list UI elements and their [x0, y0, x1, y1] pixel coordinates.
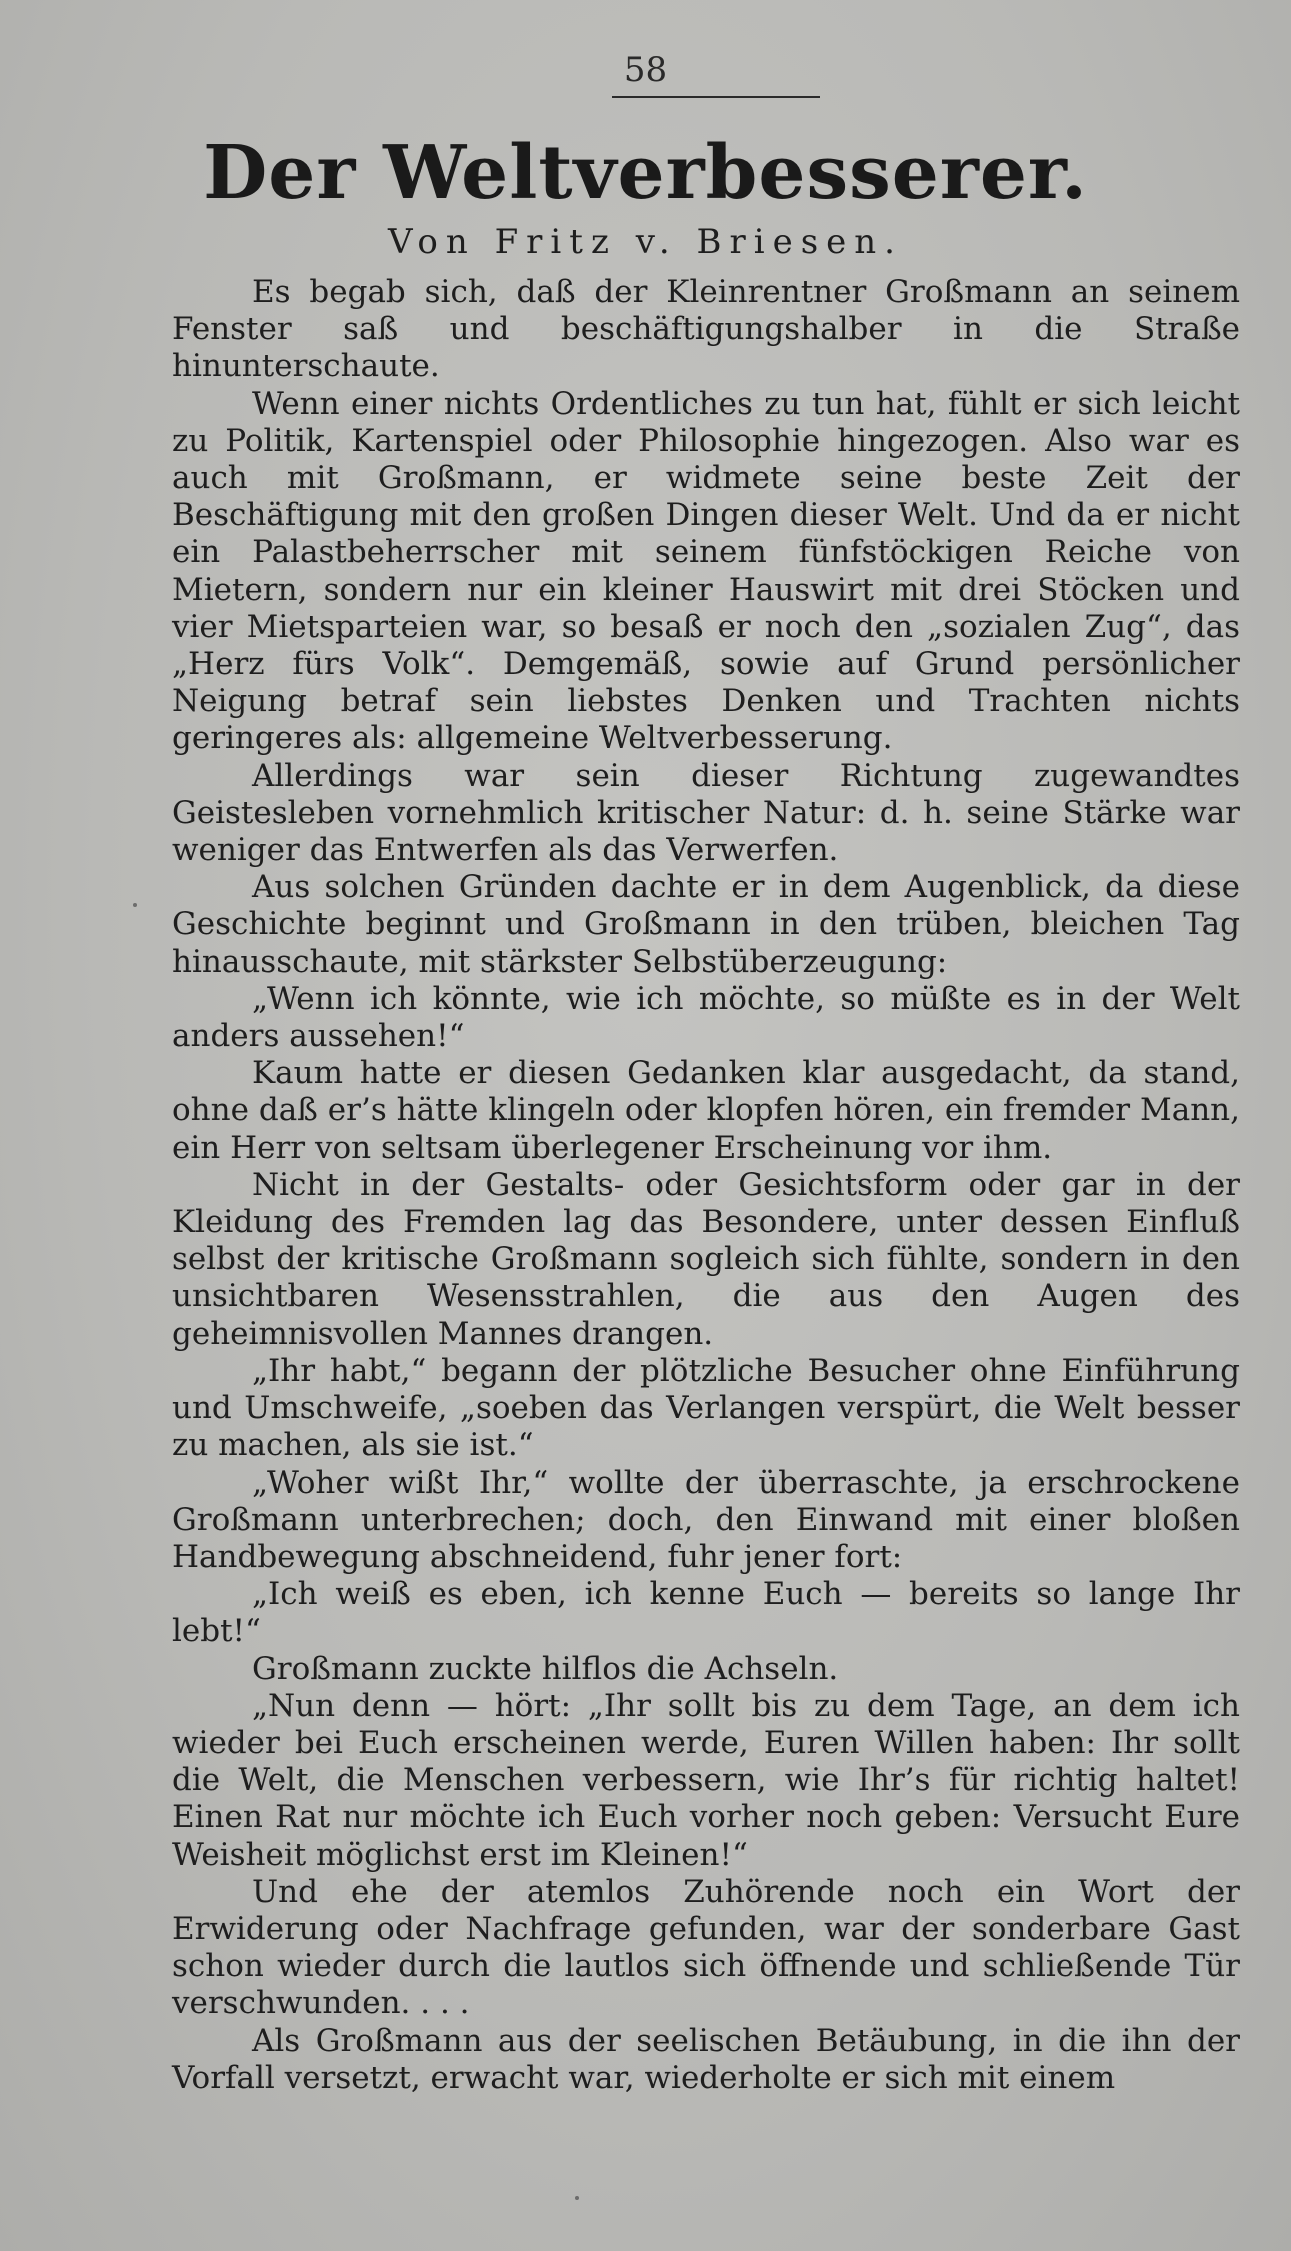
story-title: Der Weltverbesserer. [203, 130, 1088, 216]
paragraph: „Ihr habt,“ begann der plötzliche Besucher ohne Einführung und Umschweife, „soeben das Verlangen verspürt, die Welt besser zu machen, als sie ist.“ [172, 1352, 1240, 1464]
paragraph: Nicht in der Gestalts- oder Gesichtsform oder gar in der Kleidung des Fremden lag das Besondere, unter dessen Einfluß selbst der kritische Großmann sogleich sich fühlte, sondern in den unsichtbaren Wesensstrahlen, die aus den Augen des geheimnisvollen Mannes drangen. [172, 1166, 1240, 1352]
paragraph: „Woher wißt Ihr,“ wollte der überraschte, ja erschrockene Großmann unterbrechen; doch, den Einwand mit einer bloßen Handbewegung abschneidend, fuhr jener fort: [172, 1464, 1240, 1575]
story-text [172, 274, 1240, 2097]
paragraph: Allerdings war sein dieser Richtung zugewandtes Geistesleben vornehmlich kritischer Natur: d. h. seine Stärke war weniger das Entwerfen als das Verwerfen. [172, 757, 1240, 869]
paragraph: Großmann zuckte hilflos die Achseln. [252, 1650, 839, 1687]
paragraph: Kaum hatte er diesen Gedanken klar ausgedacht, da stand, ohne daß er’s hätte klingeln oder klopfen hören, ein fremder Mann, ein Herr von seltsam überlegener Erscheinung vor ihm. [172, 1055, 1240, 1166]
paragraph: „Ich weiß es eben, ich kenne Euch — bereits so lange Ihr lebt!“ [172, 1576, 1240, 1650]
paragraph: „Wenn ich könnte, wie ich möchte, so müßte es in der Welt anders aussehen!“ [172, 980, 1240, 1055]
paragraph: Es begab sich, daß der Kleinrentner Großmann an seinem Fenster saß und beschäftigungshalber in die Straße hinunterschaute. [172, 274, 1240, 385]
paragraph: Wenn einer nichts Ordentliches zu tun hat, fühlt er sich leicht zu Politik, Kartenspiel oder Philosophie hingezogen. Also war es auch mit Großmann, er widmete seine beste Zeit der Beschäftigung mit den großen Dingen dieser Welt. Und da er nicht ein Palastbeherrscher mit seinem fünfstöckigen Reiche von Mietern, sondern nur ein kleiner Hauswirt mit drei Stöcken und vier Mietsparteien war, so besaß er noch den „sozialen Zug“, das „Herz fürs Volk“. Demgemäß, sowie auf Grund persönlicher Neigung betraf sein liebstes Denken und Trachten nichts geringeres als: allgemeine Weltverbesserung. [172, 385, 1240, 757]
paragraph: Aus solchen Gründen dachte er in dem Augenblick, da diese Geschichte beginnt und Großmann in den trüben, bleichen Tag hinausschaute, mit stärkster Selbstüberzeugung: [172, 869, 1240, 980]
paper-speck [575, 2196, 579, 2200]
paragraph: Als Großmann aus der seelischen Betäubung, in die ihn der Vorfall versetzt, erwacht war, wiederholte er sich mit einem [172, 2022, 1240, 2096]
author-byline: Von Fritz v. Briesen. [387, 222, 903, 262]
paragraph: Und ehe der atemlos Zuhörende noch ein Wort der Erwiderung oder Nachfrage gefunden, war der sonderbare Gast schon wieder durch die lautlos sich öffnende und schließende Tür verschwunden. . . . [172, 1873, 1240, 2022]
paper-speck [133, 903, 137, 907]
page-number: 58 [623, 50, 668, 90]
paragraph: „Nun denn — hört: „Ihr sollt bis zu dem Tage, an dem ich wieder bei Euch erscheinen werde, Euren Willen haben: Ihr sollt die Welt, die Menschen verbessern, wie Ihr’s für richtig haltet! Einen Rat nur möchte ich Euch vorher noch geben: Versucht Eure Weisheit möglichst erst im Kleinen!“ [172, 1687, 1240, 1873]
header-rule [612, 96, 820, 98]
